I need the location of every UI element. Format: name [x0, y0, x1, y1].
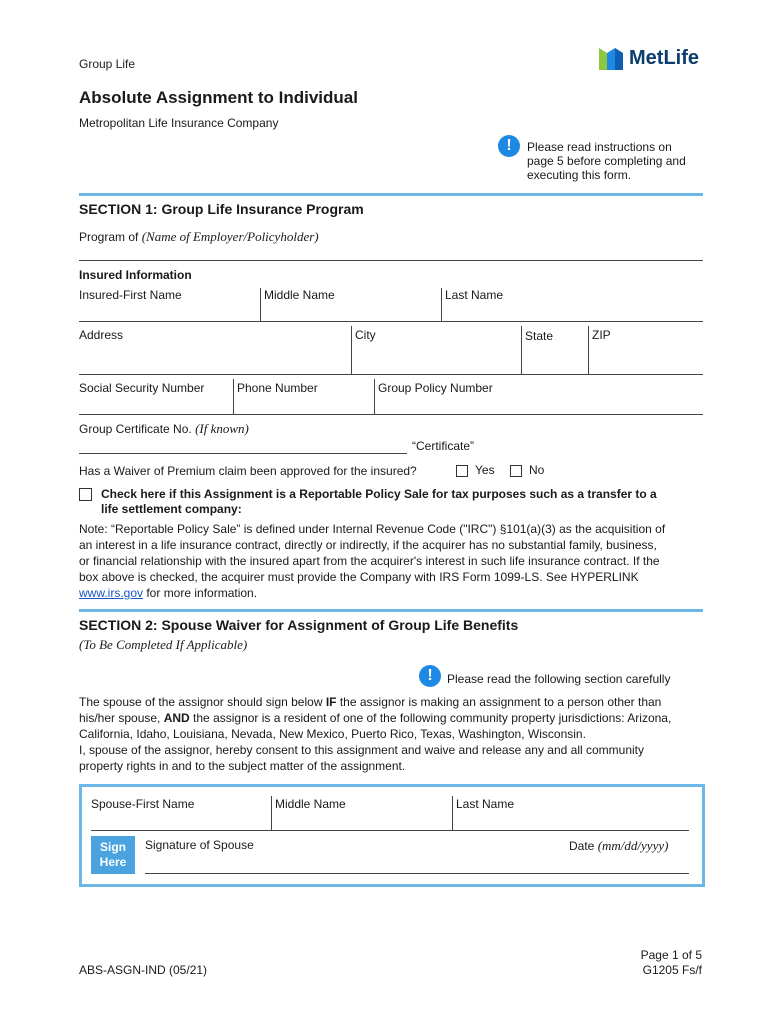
- waiver-no-label: No: [529, 463, 545, 477]
- reportable-sale-line2: life settlement company:: [101, 502, 242, 516]
- text: The spouse of the assignor should sign below: [79, 695, 326, 709]
- reportable-sale-line1: Check here if this Assignment is a Reportable Policy Sale for tax purposes such as a transfer to a: [101, 487, 657, 501]
- reportable-sale-checkbox[interactable]: [79, 488, 92, 501]
- form-code: G1205 Fs/f: [642, 963, 702, 977]
- signature-line: [145, 873, 689, 874]
- field-divider: [351, 326, 352, 374]
- page-title: Absolute Assignment to Individual: [79, 88, 358, 107]
- read-carefully-note: Please read the following section carefully: [447, 672, 671, 686]
- instructions-line: page 5 before completing and: [527, 154, 686, 168]
- last-name-label[interactable]: Last Name: [445, 288, 504, 302]
- program-of-line: [79, 260, 703, 261]
- spouse-instr-line: [79, 710, 705, 726]
- section2-subtitle: (To Be Completed If Applicable): [79, 637, 248, 652]
- certificate-label: Group Certificate No.: [79, 422, 192, 436]
- waiver-question: Has a Waiver of Premium claim been approved for the insured?: [79, 464, 417, 478]
- spouse-middle-name-label[interactable]: Middle Name: [275, 797, 346, 811]
- insured-info-heading: Insured Information: [79, 268, 192, 282]
- group-life-label: Group Life: [79, 57, 136, 71]
- phone-label[interactable]: Phone Number: [237, 381, 318, 395]
- company-name: Metropolitan Life Insurance Company: [79, 116, 279, 130]
- spouse-instructions: [79, 694, 705, 742]
- city-label[interactable]: City: [355, 328, 376, 342]
- spouse-instr-line: [79, 694, 705, 710]
- page-number: Page 1 of 5: [640, 948, 702, 962]
- if-emphasis: IF: [325, 695, 337, 709]
- waiver-no-checkbox[interactable]: [510, 465, 522, 477]
- sign-here-badge: [91, 836, 135, 874]
- row-line: [79, 321, 703, 322]
- spouse-first-name-label[interactable]: Spouse-First Name: [91, 797, 195, 811]
- group-policy-label[interactable]: Group Policy Number: [378, 381, 493, 395]
- field-divider: [441, 288, 442, 321]
- field-divider: [374, 379, 375, 415]
- certificate-quote: “Certificate”: [412, 439, 475, 453]
- alert-icon: !: [498, 135, 520, 157]
- certificate-line: [79, 453, 407, 454]
- row-line: [79, 414, 703, 415]
- reportable-note: [79, 521, 705, 601]
- form-id: ABS-ASGN-IND (05/21): [79, 963, 208, 977]
- program-of-field[interactable]: [79, 229, 319, 245]
- section1-divider: [79, 193, 703, 196]
- program-of-label: Program of: [79, 230, 139, 244]
- zip-label[interactable]: ZIP: [592, 328, 611, 342]
- field-divider: [260, 288, 261, 321]
- date-field[interactable]: [569, 838, 668, 854]
- here-word: Here: [99, 855, 127, 869]
- address-label[interactable]: Address: [79, 328, 124, 342]
- instructions-line: executing this form.: [527, 168, 632, 182]
- middle-name-label[interactable]: Middle Name: [264, 288, 335, 302]
- waiver-yes-checkbox[interactable]: [456, 465, 468, 477]
- field-divider: [233, 379, 234, 415]
- irs-link[interactable]: www.irs.gov: [79, 586, 144, 600]
- note-line: an interest in a life insurance contract, directly or indirectly, if the acquirer has no substantial family, business,: [79, 538, 657, 552]
- sign-word: Sign: [100, 840, 126, 854]
- certificate-hint: (If known): [195, 421, 249, 436]
- field-divider: [521, 326, 522, 374]
- text: the assignor is making an assignment to a person other than: [336, 695, 662, 709]
- alert-icon: !: [419, 665, 441, 687]
- note-line: or financial relationship with the insured apart from the acquirer's interest in such life insurance contract. If the: [79, 554, 660, 568]
- row-line: [79, 374, 703, 375]
- program-of-hint: (Name of Employer/Policyholder): [141, 229, 319, 244]
- spouse-consent: [79, 742, 705, 774]
- and-emphasis: AND: [163, 711, 190, 725]
- spouse-last-name-label[interactable]: Last Name: [456, 797, 515, 811]
- section1-title: SECTION 1: Group Life Insurance Program: [79, 201, 364, 217]
- row-line: [91, 830, 689, 831]
- ssn-label[interactable]: Social Security Number: [79, 381, 205, 395]
- consent-line: I, spouse of the assignor, hereby consent to this assignment and waive and release any and all community: [79, 743, 644, 757]
- signature-label[interactable]: Signature of Spouse: [145, 838, 254, 852]
- spouse-instr-line: California, Idaho, Louisiana, Nevada, New Mexico, Puerto Rico, Texas, Washington, Wisconsin.: [79, 727, 586, 741]
- date-hint: (mm/dd/yyyy): [597, 838, 669, 853]
- field-divider: [452, 796, 453, 830]
- instructions-note: [527, 140, 686, 182]
- logo-text: MetLife: [629, 47, 699, 69]
- waiver-yes-label: Yes: [475, 463, 495, 477]
- note-line: box above is checked, the acquirer must provide the Company with IRS Form 1099-LS. See HYPERLINK: [79, 570, 639, 584]
- date-label: Date: [569, 839, 595, 853]
- note-line: Note: “Reportable Policy Sale” is defined under Internal Revenue Code ("IRC") §101(a)(3) as the acquisition of: [79, 522, 666, 536]
- section2-divider: [79, 609, 703, 612]
- text: his/her spouse,: [79, 711, 164, 725]
- field-divider: [588, 326, 589, 374]
- metlife-logo-icon: [597, 44, 625, 72]
- instructions-line: Please read instructions on: [527, 140, 672, 154]
- consent-line: property rights in and to the subject matter of the assignment.: [79, 759, 406, 773]
- state-label[interactable]: State: [525, 329, 554, 343]
- note-tail: for more information.: [143, 586, 258, 600]
- metlife-logo: [597, 44, 707, 72]
- insured-first-name-label[interactable]: Insured-First Name: [79, 288, 182, 302]
- section2-title: SECTION 2: Spouse Waiver for Assignment of Group Life Benefits: [79, 617, 519, 633]
- note-line: [79, 585, 705, 601]
- field-divider: [271, 796, 272, 830]
- certificate-field[interactable]: [79, 421, 249, 437]
- text: the assignor is a resident of one of the following community property jurisdictions: Arizona,: [189, 711, 672, 725]
